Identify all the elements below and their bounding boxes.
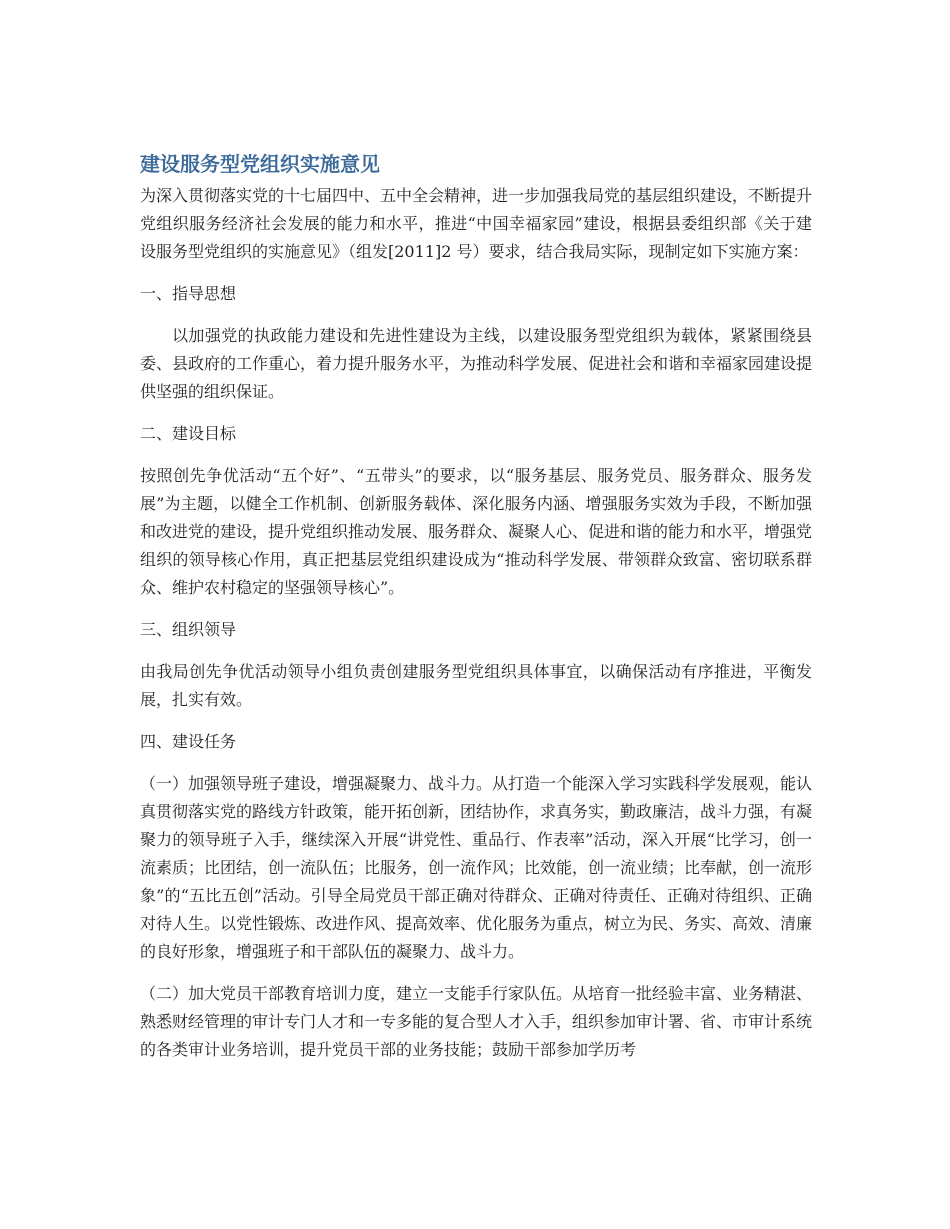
section-text-goals: 按照创先争优活动“五个好”、“五带头”的要求，以“服务基层、服务党员、服务群众、服务发展”为主题，以健全工作机制、创新服务载体、深化服务内涵、增强服务实效为手段，不断加强和改进党的建设，提升党组织推动发展、服务群众、凝聚人心、促进和谐的能力和水平，增强党组织的领导核心作用，真正把基层党组织建设成为“推动科学发展、带领群众致富、密切联系群众、维护农村稳定的坚强领导核心”。 <box>140 466 813 597</box>
section-text-tasks-2: （二）加大党员干部教育培训力度，建立一支能手行家队伍。从培育一批经验丰富、业务精湛、熟悉财经管理的审计专门人才和一专多能的复合型人才入手，组织参加审计署、省、市审计系统的各类审计业务培训，提升党员干部的业务技能；鼓励干部参加学历考 <box>140 984 813 1059</box>
section-heading-guiding-thought: 一、指导思想 <box>140 284 237 303</box>
section-heading-goals: 二、建设目标 <box>140 424 237 443</box>
section-text-leadership: 由我局创先争优活动领导小组负责创建服务型党组织具体事宜，以确保活动有序推进，平衡发展，扎实有效。 <box>140 662 812 709</box>
section-heading-tasks: 四、建设任务 <box>140 732 237 751</box>
document-page <box>140 150 812 1064</box>
section-heading-leadership: 三、组织领导 <box>140 620 237 639</box>
section-text-tasks-1: （一）加强领导班子建设，增强凝聚力、战斗力。从打造一个能深入学习实践科学发展观，能认真贯彻落实党的路线方针政策，能开拓创新，团结协作，求真务实，勤政廉洁，战斗力强，有凝聚力的领导班子入手，继续深入开展“讲党性、重品行、作表率”活动，深入开展“比学习，创一流素质；比团结，创一流队伍；比服务，创一流作风；比效能，创一流业绩；比奉献，创一流形象”的“五比五创”活动。引导全局党员干部正确对待群众、正确对待责任、正确对待组织、正确对待人生。以党性锻炼、改进作风、提高效率、优化服务为重点，树立为民、务实、高效、清廉的良好形象，增强班子和干部队伍的凝聚力、战斗力。 <box>140 774 813 961</box>
section-text-guiding-thought: 以加强党的执政能力建设和先进性建设为主线，以建设服务型党组织为载体，紧紧围绕县委、县政府的工作重心，着力提升服务水平，为推动科学发展、促进社会和谐和幸福家园建设提供坚强的组织保证。 <box>140 326 813 401</box>
intro-paragraph: 为深入贯彻落实党的十七届四中、五中全会精神，进一步加强我局党的基层组织建设，不断提升党组织服务经济社会发展的能力和水平，推进“中国幸福家园”建设，根据县委组织部《关于建设服务型党组织的实施意见》（组发[2011]2 号）要求，结合我局实际，现制定如下实施方案： <box>140 186 813 261</box>
document-title: 建设服务型党组织实施意见 <box>140 152 380 176</box>
